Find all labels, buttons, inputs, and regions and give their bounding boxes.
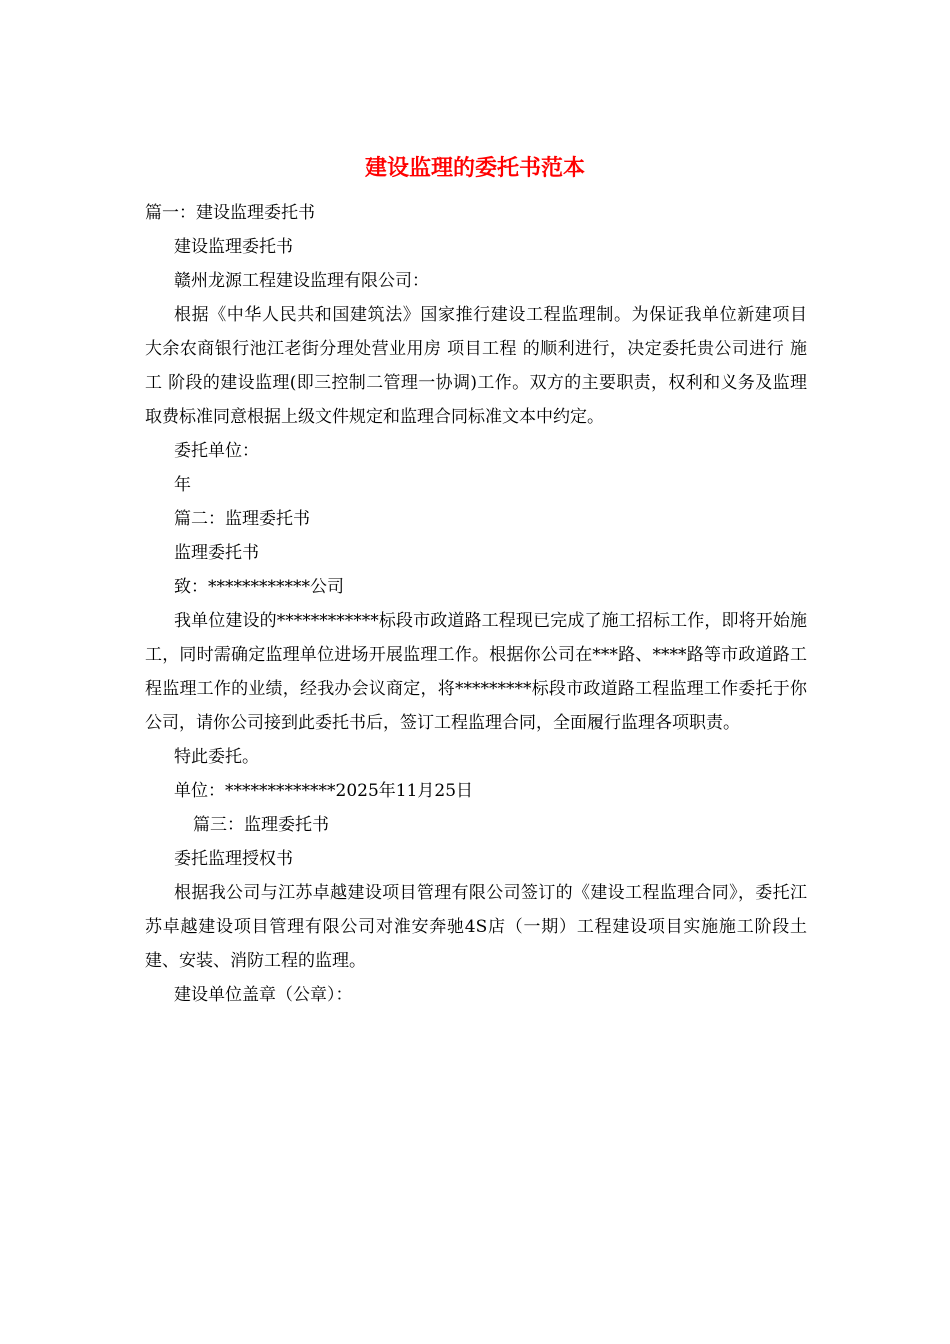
letter-title-3: 委托监理授权书 [174,849,293,869]
section-heading-3: 篇三：监理委托书 [193,815,329,835]
date-line-1: 年 [174,475,191,495]
letter-title-1: 建设监理委托书 [174,237,293,257]
body-paragraph-2: 我单位建设的************标段市政道路工程现已完成了施工招标工作，即将开始施工，同时需确定监理单位进场开展监理工作。根据你公司在***路、****路等市政道路工程监理工作的业绩，经我办会议商定，将*********标段市政道路工程监理工作委托于你公司，请你公司接到此委托书后，签订工程监理合同，全面履行监理各项职责。 [145,611,807,733]
addressee-1: 赣州龙源工程建设监理有限公司： [174,271,429,291]
section-heading-2: 篇二：监理委托书 [174,509,310,529]
signature-label-1: 委托单位： [174,441,259,461]
addressee-2: 致：************公司 [174,577,344,597]
seal-label-3: 建设单位盖章（公章）： [174,985,353,1005]
body-paragraph-1: 根据《中华人民共和国建筑法》国家推行建设工程监理制。为保证我单位新建项目 大余农商银行池江老街分理处营业用房 项目工程 的顺利进行，决定委托贵公司进行 施工 阶段的建设监理(即三控制二管理一协调)工作。双方的主要职责，权利和义务及监理取费标准同意根据上级文件规定和监理合同标准文本中约定。 [145,305,813,427]
section-heading-1: 篇一：建设监理委托书 [145,203,315,223]
document-title: 建设监理的委托书范本 [364,156,585,181]
closing-line-2: 特此委托。 [174,747,259,767]
body-paragraph-3: 根据我公司与江苏卓越建设项目管理有限公司签订的《建设工程监理合同》，委托江苏卓越建设项目管理有限公司对淮安奔驰4S店（一期）工程建设项目实施施工阶段土建、安装、消防工程的监理。 [145,883,807,971]
letter-title-2: 监理委托书 [174,543,259,563]
signature-date-2: 单位：*************2025年11月25日 [174,781,474,801]
document-body [145,196,813,1012]
